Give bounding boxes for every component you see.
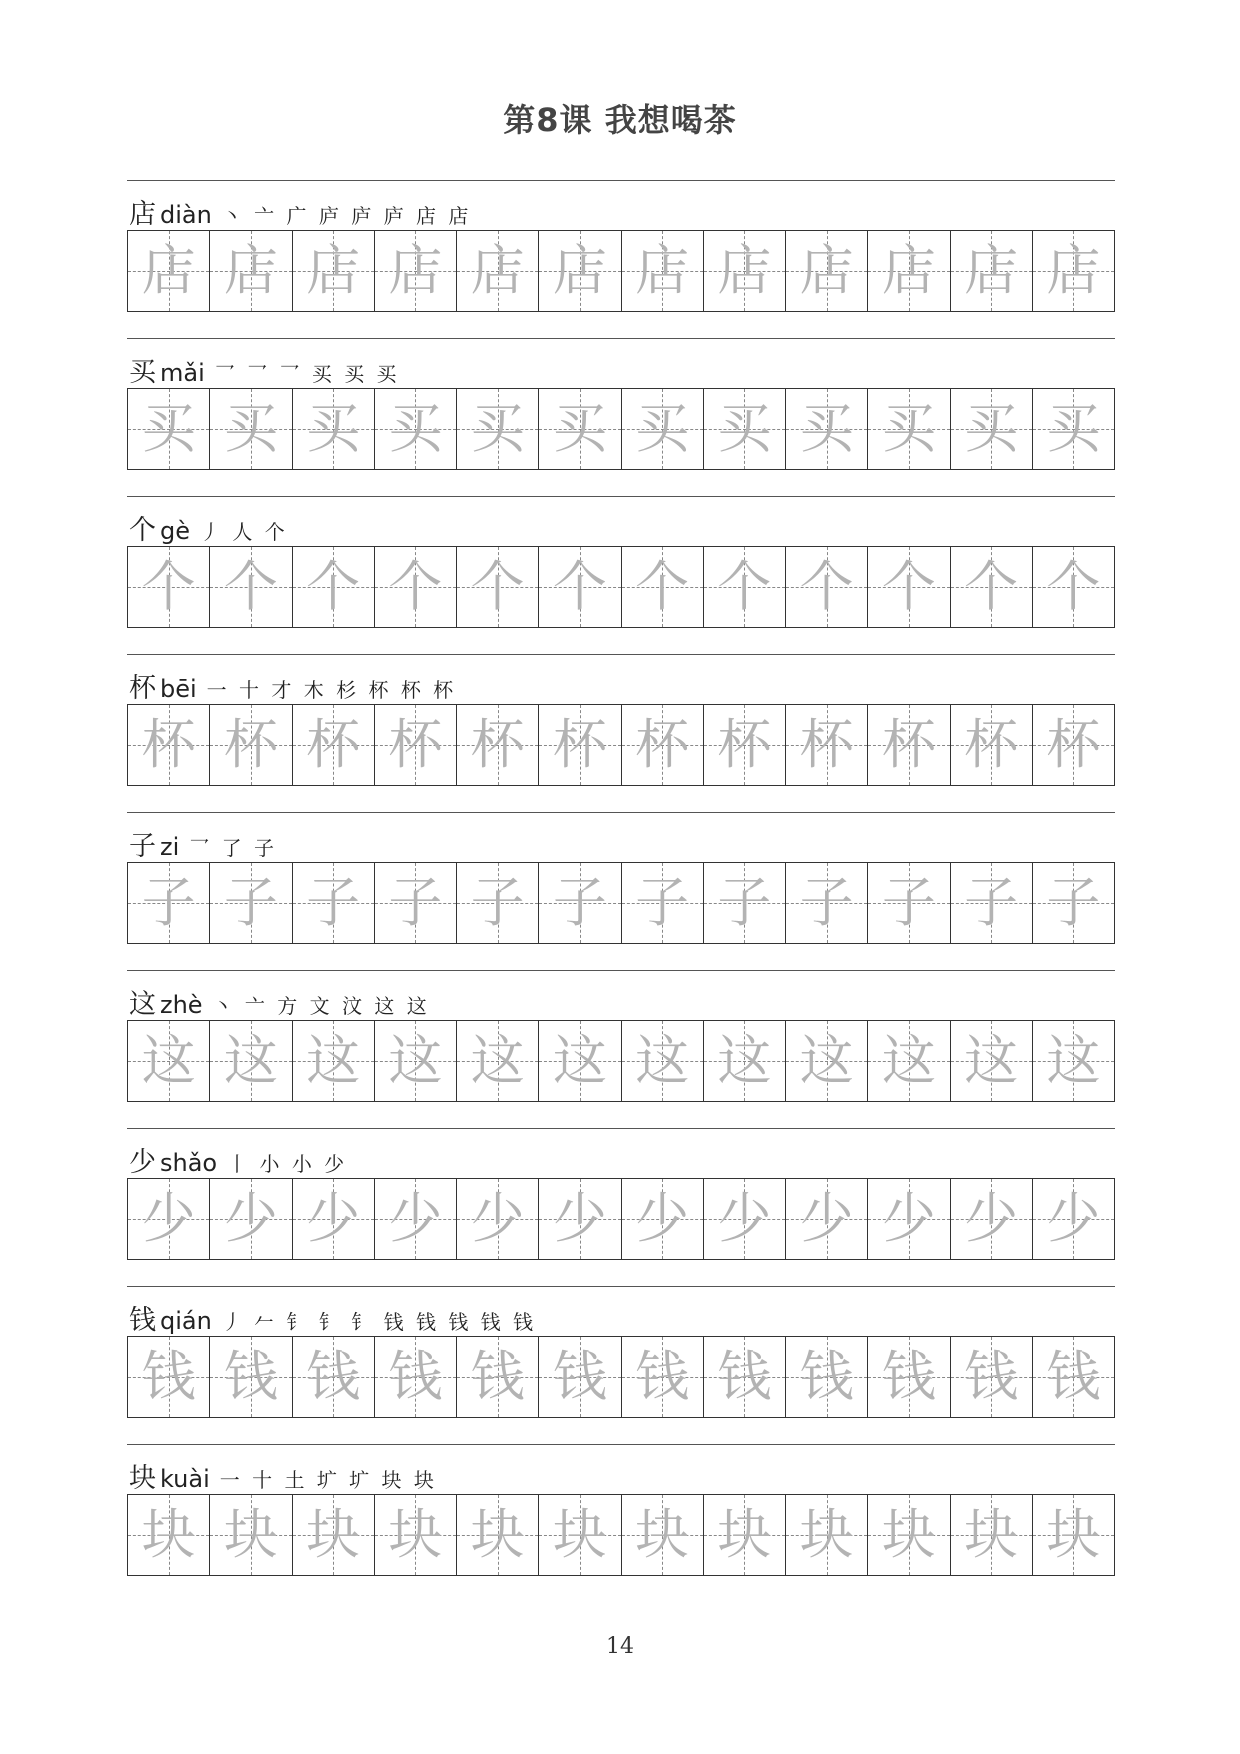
section-divider [127, 338, 1115, 339]
trace-character: 少 [141, 1187, 196, 1250]
trace-character: 杯 [306, 713, 361, 776]
practice-cell[interactable] [128, 231, 210, 311]
trace-character: 这 [635, 1029, 690, 1092]
practice-cell[interactable] [951, 1495, 1033, 1575]
pinyin-label: qián [160, 1307, 212, 1335]
practice-cell[interactable] [457, 547, 539, 627]
practice-cell[interactable] [457, 1337, 539, 1417]
section-divider [127, 970, 1115, 971]
trace-character: 个 [470, 555, 525, 618]
practice-cell[interactable] [622, 231, 704, 311]
trace-character: 少 [881, 1187, 936, 1250]
trace-character: 子 [1046, 871, 1101, 934]
trace-character: 块 [635, 1503, 690, 1566]
pinyin-label: zhè [160, 991, 203, 1019]
trace-character: 这 [141, 1029, 196, 1092]
trace-character: 子 [470, 871, 525, 934]
practice-cell[interactable] [293, 1179, 375, 1259]
trace-character: 店 [223, 239, 278, 302]
trace-character: 子 [552, 871, 607, 934]
trace-character: 这 [799, 1029, 854, 1092]
practice-cell[interactable] [786, 1495, 868, 1575]
trace-character: 买 [388, 397, 443, 460]
practice-cell[interactable] [128, 1021, 210, 1101]
character-label: 少 [129, 1147, 156, 1178]
practice-cell[interactable] [786, 1021, 868, 1101]
trace-character: 子 [223, 871, 278, 934]
trace-character: 子 [717, 871, 772, 934]
trace-character: 这 [223, 1029, 278, 1092]
practice-cell[interactable] [622, 389, 704, 469]
trace-character: 这 [717, 1029, 772, 1092]
practice-cell[interactable] [210, 705, 292, 785]
trace-character: 杯 [881, 713, 936, 776]
trace-character: 这 [470, 1029, 525, 1092]
practice-cell[interactable] [951, 547, 1033, 627]
practice-cell[interactable] [622, 1337, 704, 1417]
trace-character: 块 [799, 1503, 854, 1566]
practice-cell[interactable] [622, 1495, 704, 1575]
practice-cell[interactable] [539, 231, 621, 311]
trace-character: 少 [223, 1187, 278, 1250]
trace-character: 杯 [635, 713, 690, 776]
trace-character: 子 [306, 871, 361, 934]
practice-cell[interactable] [951, 1179, 1033, 1259]
page-title: 第8课 我想喝茶 [503, 101, 737, 139]
practice-cell[interactable] [622, 1179, 704, 1259]
trace-character: 个 [1046, 555, 1101, 618]
practice-cell[interactable] [786, 1179, 868, 1259]
practice-cell[interactable] [704, 1179, 786, 1259]
character-label: 这 [129, 989, 156, 1020]
practice-cell[interactable] [210, 1495, 292, 1575]
trace-character: 买 [552, 397, 607, 460]
practice-cell[interactable] [1033, 1179, 1114, 1259]
trace-character: 买 [1046, 397, 1101, 460]
character-header [129, 192, 472, 230]
stroke-order: 乛 了 子 [189, 836, 277, 860]
trace-character: 少 [635, 1187, 690, 1250]
practice-cell[interactable] [704, 231, 786, 311]
trace-character: 杯 [799, 713, 854, 776]
practice-cell[interactable] [704, 547, 786, 627]
trace-character: 买 [717, 397, 772, 460]
stroke-order: 乛 乛 乛 买 买 买 [214, 362, 400, 386]
practice-grid [127, 862, 1115, 944]
practice-cell[interactable] [622, 705, 704, 785]
practice-cell[interactable] [539, 389, 621, 469]
trace-character: 买 [964, 397, 1019, 460]
trace-character: 买 [881, 397, 936, 460]
stroke-order: 丶 亠 方 文 汶 这 这 [212, 994, 430, 1018]
practice-cell[interactable] [704, 389, 786, 469]
trace-character: 子 [799, 871, 854, 934]
trace-character: 买 [141, 397, 196, 460]
practice-cell[interactable] [293, 231, 375, 311]
practice-grid [127, 1020, 1115, 1102]
trace-character: 少 [552, 1187, 607, 1250]
trace-character: 少 [388, 1187, 443, 1250]
trace-character: 少 [717, 1187, 772, 1250]
practice-cell[interactable] [457, 1495, 539, 1575]
trace-character: 块 [552, 1503, 607, 1566]
practice-cell[interactable] [868, 389, 950, 469]
practice-cell[interactable] [128, 1179, 210, 1259]
practice-cell[interactable] [1033, 389, 1114, 469]
trace-character: 这 [306, 1029, 361, 1092]
practice-cell[interactable] [704, 705, 786, 785]
practice-cell[interactable] [868, 1495, 950, 1575]
trace-character: 块 [717, 1503, 772, 1566]
practice-cell[interactable] [539, 547, 621, 627]
practice-grid [127, 1494, 1115, 1576]
trace-character: 少 [964, 1187, 1019, 1250]
practice-cell[interactable] [375, 389, 457, 469]
practice-cell[interactable] [457, 705, 539, 785]
trace-character: 杯 [388, 713, 443, 776]
section-divider [127, 1128, 1115, 1129]
practice-cell[interactable] [210, 1021, 292, 1101]
trace-character: 买 [306, 397, 361, 460]
trace-character: 店 [306, 239, 361, 302]
trace-character: 少 [470, 1187, 525, 1250]
practice-cell[interactable] [951, 231, 1033, 311]
trace-character: 杯 [141, 713, 196, 776]
trace-character: 店 [1046, 239, 1101, 302]
practice-cell[interactable] [375, 1495, 457, 1575]
trace-character: 钱 [799, 1345, 854, 1408]
section-divider [127, 1444, 1115, 1445]
stroke-order: 丨 小 小 少 [227, 1152, 348, 1176]
section-divider [127, 654, 1115, 655]
practice-cell[interactable] [786, 547, 868, 627]
trace-character: 杯 [1046, 713, 1101, 776]
trace-character: 这 [964, 1029, 1019, 1092]
pinyin-label: shǎo [160, 1149, 218, 1177]
trace-character: 个 [141, 555, 196, 618]
practice-cell[interactable] [210, 389, 292, 469]
practice-cell[interactable] [375, 231, 457, 311]
practice-cell[interactable] [457, 1179, 539, 1259]
stroke-order: 一 十 才 木 杉 杯 杯 杯 [206, 678, 457, 702]
trace-character: 块 [964, 1503, 1019, 1566]
trace-character: 买 [799, 397, 854, 460]
pinyin-label: kuài [160, 1465, 210, 1493]
section-divider [127, 1286, 1115, 1287]
practice-cell[interactable] [128, 547, 210, 627]
character-header [129, 1140, 348, 1178]
trace-character: 个 [799, 555, 854, 618]
trace-character: 杯 [470, 713, 525, 776]
practice-cell[interactable] [457, 389, 539, 469]
practice-cell[interactable] [704, 1021, 786, 1101]
practice-cell[interactable] [128, 1495, 210, 1575]
practice-cell[interactable] [128, 1337, 210, 1417]
character-header [129, 508, 288, 546]
trace-character: 钱 [223, 1345, 278, 1408]
trace-character: 杯 [717, 713, 772, 776]
trace-character: 店 [552, 239, 607, 302]
character-header [129, 1298, 537, 1336]
trace-character: 杯 [964, 713, 1019, 776]
trace-character: 店 [717, 239, 772, 302]
trace-character: 个 [552, 555, 607, 618]
trace-character: 子 [964, 871, 1019, 934]
practice-cell[interactable] [457, 863, 539, 943]
trace-character: 这 [881, 1029, 936, 1092]
stroke-order: 丶 亠 广 庐 庐 庐 店 店 [221, 204, 472, 228]
practice-cell[interactable] [293, 1495, 375, 1575]
practice-cell[interactable] [1033, 547, 1114, 627]
practice-cell[interactable] [539, 1337, 621, 1417]
trace-character: 店 [470, 239, 525, 302]
stroke-order: 一 十 土 圹 圹 块 块 [219, 1468, 437, 1492]
section-divider [127, 812, 1115, 813]
practice-cell[interactable] [210, 1337, 292, 1417]
practice-cell[interactable] [1033, 231, 1114, 311]
trace-character: 少 [799, 1187, 854, 1250]
trace-character: 买 [470, 397, 525, 460]
practice-cell[interactable] [539, 863, 621, 943]
trace-character: 买 [223, 397, 278, 460]
practice-cell[interactable] [210, 863, 292, 943]
practice-cell[interactable] [457, 231, 539, 311]
practice-cell[interactable] [1033, 1337, 1114, 1417]
trace-character: 钱 [306, 1345, 361, 1408]
trace-character: 子 [388, 871, 443, 934]
character-header [129, 350, 400, 388]
trace-character: 块 [388, 1503, 443, 1566]
trace-character: 钱 [552, 1345, 607, 1408]
pinyin-label: mǎi [160, 359, 205, 387]
practice-cell[interactable] [704, 863, 786, 943]
practice-cell[interactable] [1033, 863, 1114, 943]
practice-grid [127, 230, 1115, 312]
trace-character: 杯 [223, 713, 278, 776]
practice-cell[interactable] [539, 1495, 621, 1575]
trace-character: 钱 [141, 1345, 196, 1408]
character-header [129, 666, 457, 704]
practice-cell[interactable] [375, 1021, 457, 1101]
practice-cell[interactable] [786, 705, 868, 785]
practice-cell[interactable] [1033, 1021, 1114, 1101]
trace-character: 这 [552, 1029, 607, 1092]
practice-cell[interactable] [951, 389, 1033, 469]
character-label: 个 [129, 515, 156, 546]
trace-character: 钱 [881, 1345, 936, 1408]
practice-cell[interactable] [786, 863, 868, 943]
practice-cell[interactable] [868, 1021, 950, 1101]
practice-grid [127, 546, 1115, 628]
trace-character: 子 [635, 871, 690, 934]
practice-cell[interactable] [457, 1021, 539, 1101]
practice-cell[interactable] [786, 389, 868, 469]
practice-cell[interactable] [786, 1337, 868, 1417]
practice-cell[interactable] [375, 1337, 457, 1417]
trace-character: 店 [881, 239, 936, 302]
practice-cell[interactable] [210, 1179, 292, 1259]
pinyin-label: gè [160, 517, 190, 545]
practice-cell[interactable] [539, 1179, 621, 1259]
character-header [129, 824, 277, 862]
trace-character: 店 [141, 239, 196, 302]
practice-cell[interactable] [375, 705, 457, 785]
trace-character: 少 [306, 1187, 361, 1250]
character-label: 买 [129, 357, 156, 388]
section-divider [127, 496, 1115, 497]
trace-character: 钱 [1046, 1345, 1101, 1408]
practice-grid [127, 704, 1115, 786]
practice-cell[interactable] [951, 705, 1033, 785]
trace-character: 块 [881, 1503, 936, 1566]
trace-character: 个 [717, 555, 772, 618]
trace-character: 钱 [717, 1345, 772, 1408]
practice-cell[interactable] [128, 389, 210, 469]
practice-cell[interactable] [951, 863, 1033, 943]
practice-cell[interactable] [293, 705, 375, 785]
character-label: 杯 [129, 673, 156, 704]
practice-cell[interactable] [951, 1021, 1033, 1101]
trace-character: 个 [635, 555, 690, 618]
practice-grid [127, 1336, 1115, 1418]
trace-character: 这 [1046, 1029, 1101, 1092]
practice-cell[interactable] [293, 547, 375, 627]
trace-character: 块 [470, 1503, 525, 1566]
pinyin-label: bēi [160, 675, 197, 703]
practice-cell[interactable] [868, 231, 950, 311]
practice-cell[interactable] [128, 863, 210, 943]
trace-character: 个 [881, 555, 936, 618]
character-label: 块 [129, 1463, 156, 1494]
trace-character: 块 [141, 1503, 196, 1566]
trace-character: 个 [223, 555, 278, 618]
trace-character: 店 [964, 239, 1019, 302]
trace-character: 个 [306, 555, 361, 618]
trace-character: 杯 [552, 713, 607, 776]
trace-character: 块 [306, 1503, 361, 1566]
stroke-order: 丿 人 个 [200, 520, 288, 544]
practice-cell[interactable] [293, 863, 375, 943]
trace-character: 少 [1046, 1187, 1101, 1250]
practice-cell[interactable] [293, 389, 375, 469]
practice-cell[interactable] [786, 231, 868, 311]
trace-character: 钱 [470, 1345, 525, 1408]
trace-character: 块 [1046, 1503, 1101, 1566]
practice-cell[interactable] [868, 1337, 950, 1417]
character-header [129, 1456, 437, 1494]
practice-cell[interactable] [704, 1495, 786, 1575]
practice-cell[interactable] [622, 1021, 704, 1101]
practice-grid [127, 1178, 1115, 1260]
character-label: 子 [129, 831, 156, 862]
trace-character: 买 [635, 397, 690, 460]
practice-cell[interactable] [375, 547, 457, 627]
section-divider [127, 180, 1115, 181]
trace-character: 子 [881, 871, 936, 934]
trace-character: 个 [388, 555, 443, 618]
practice-grid [127, 388, 1115, 470]
practice-cell[interactable] [1033, 705, 1114, 785]
character-label: 店 [129, 199, 156, 230]
practice-cell[interactable] [128, 705, 210, 785]
trace-character: 店 [388, 239, 443, 302]
character-header [129, 982, 430, 1020]
trace-character: 钱 [388, 1345, 443, 1408]
practice-cell[interactable] [868, 863, 950, 943]
character-label: 钱 [129, 1305, 156, 1336]
practice-cell[interactable] [210, 547, 292, 627]
practice-cell[interactable] [375, 1179, 457, 1259]
trace-character: 店 [635, 239, 690, 302]
practice-cell[interactable] [868, 547, 950, 627]
practice-cell[interactable] [210, 231, 292, 311]
practice-cell[interactable] [951, 1337, 1033, 1417]
practice-cell[interactable] [1033, 1495, 1114, 1575]
pinyin-label: zi [160, 833, 180, 861]
practice-cell[interactable] [868, 705, 950, 785]
trace-character: 钱 [635, 1345, 690, 1408]
trace-character: 块 [223, 1503, 278, 1566]
practice-cell[interactable] [539, 1021, 621, 1101]
trace-character: 子 [141, 871, 196, 934]
practice-cell[interactable] [704, 1337, 786, 1417]
practice-cell[interactable] [375, 863, 457, 943]
trace-character: 这 [388, 1029, 443, 1092]
practice-cell[interactable] [293, 1337, 375, 1417]
page-number: 14 [606, 1634, 634, 1659]
practice-cell[interactable] [622, 863, 704, 943]
pinyin-label: diàn [160, 201, 212, 229]
trace-character: 个 [964, 555, 1019, 618]
practice-cell[interactable] [539, 705, 621, 785]
stroke-order: 丿 𠂉 钅 钅 钅 钱 钱 钱 钱 钱 [221, 1310, 537, 1334]
practice-cell[interactable] [622, 547, 704, 627]
practice-cell[interactable] [868, 1179, 950, 1259]
trace-character: 钱 [964, 1345, 1019, 1408]
trace-character: 店 [799, 239, 854, 302]
practice-cell[interactable] [293, 1021, 375, 1101]
